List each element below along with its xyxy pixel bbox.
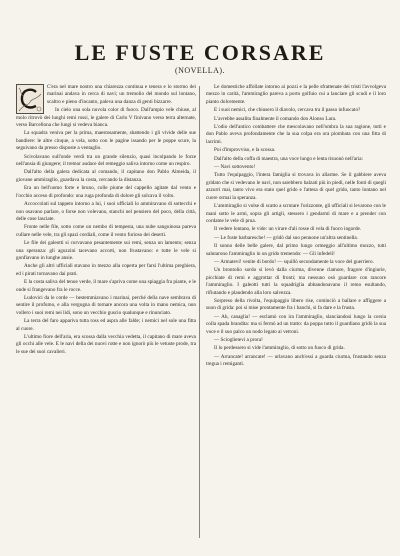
- decorative-drop-cap-icon: [16, 84, 44, 114]
- story-paragraph: Scivolavano sull'onde verdi tra un grande silenzio, quasi incolpando le forze nell'ansia di giungere; il tremor audace del remeggio saliva intorno come un respiro.: [16, 153, 196, 168]
- story-paragraph: Anche gli altri ufficiali stavano in mezzo alla coperta per farsi l'ultima preghiera, ed i pirati tornavano dai prati.: [16, 263, 196, 277]
- story-paragraph: Tutto l'equipaggio, l'intera famiglia si trovava in allarme. Se il gabbiere aveva gridato che si vedevano le navi, non sarebbero balzati più in piedi, nelle fonti di quegli azzurri mai, tanto vivo era stato quel grido e l'attesa di quel grido, tanto lontano nel cuore ormai la speranza.: [206, 172, 386, 201]
- story-paragraph: E la costa saliva del tenue verde, il mare s'apriva come una spiaggia fra piante, e le onde si frangevano fra le rocce.: [16, 279, 196, 293]
- story-paragraph: L'ultimo fiore dell'aria, era scossa dalla vecchia vedetta, il capitano di mare aveva gli occhi alle vele. E le navi della dei nuovi rotte e non ignorò più le vetuste prode, tra le sue dei suoi cavalieri.: [16, 334, 196, 355]
- story-paragraph: C'era nel mare nostro una chiarezza continua e tenera e lo stormo dei marinai andava in cerca di navi; un tremolio del mondo sul lontano, scaltro e pieno d'incanto, paleva una danza di genti bizzarre.: [47, 84, 196, 105]
- story-paragraph: Le file dei galeotti si curvavano pesantemente sui remi, senza un lamento; senza una speranza: gli aguzzini tacevano accorti, non frustavano: e tutte le vele si gonfiavano in lunghe ansie.: [16, 240, 196, 261]
- left-column: [16, 84, 196, 544]
- story-paragraph: — Navi sottovento!: [214, 164, 256, 171]
- story-paragraph: — Scioglietevi a prora!: [214, 337, 263, 343]
- story-paragraph: Fronte nelle file, sotto come un nembo di tempesta, una nube sanguinosa pareva cullare nelle vele, tra gli spazi cordiali, come il vento furioso dei deserti.: [16, 224, 196, 238]
- story-paragraph: Il lo perdessero si vide l'ammiraglio, di sotto un fuoco di grida.: [214, 345, 345, 352]
- story-paragraph: Poi d'improvviso, e la scossa.: [214, 147, 276, 154]
- story-paragraph: — Arrancate! arrancate! — urlavano anch'essi a guarda ciurma, frustando senza tregua i remiganti.: [206, 353, 386, 368]
- story-title: LE FUSTE CORSARE: [74, 40, 326, 65]
- story-paragraph: L'ammiraglio si volse di scatto a scrutare l'orizzonte, gli ufficiali si levarono con le mani sotto le armi, sopra gli artigli, stessero i gendarmi di mare e a prender con cordame le vele di prua.: [206, 203, 386, 224]
- story-paragraph: L'odio dell'antico combattere che mescolavano nell'ombra la sua ragione, tutti e don Pablo aveva profondamente che la sua colpa era ora piombata con una fitta di lacrimi.: [206, 124, 386, 145]
- story-paragraph: Un brontolio sordo si levò dalla ciurma, divenne clamore, fragore d'ingiurie, picchiate di remi e aggrottar di fronti; ma nessuno osò guardare con rancore l'ammiraglio. I galeotti tutti la squadriglia abbandonavano il remo esultando, rifiutando e plaudendo alla loro salvezza.: [206, 267, 386, 296]
- right-column-text: [206, 84, 386, 369]
- story-paragraph: La squadra veniva per la prima, maestosamente, sbattendo i gli vivide delle sue bandiere: le altre cinque, a vela, sotto con le pagine issando per le poppe scure, la seguivano da presso disposte a ventaglio.: [16, 130, 196, 152]
- story-paragraph: Ludovici da le corde — bestemmiavano i marinai, perché della nave sembrava di sentire il profumo, e alla vergogna di tornare ancora una volta in mano nemica, non vollero i suoi remi nei lidi, sono un vecchio guscio qualunque e rinunciato.: [16, 294, 196, 316]
- story-paragraph: Dall'alto della coffa di maestra, una voce lungo e lenta risuonò nell'aria:: [214, 155, 363, 162]
- left-column-text: [16, 84, 196, 356]
- story-paragraph: Sorpreso della rivolta, l'equipaggio libero rise, cominciò a ballare e affiggere a suon di grida: poi si mise prontamente fra i banchi, si fa dare e la frusta.: [206, 297, 386, 312]
- story-subtitle: (NOVELLA).: [174, 66, 226, 75]
- story-paragraph: Accoccolati sul tappeto intorno a lui, i suoi ufficiali lo ammiravano di sottecchi e non osavano parlare, o forse non volevano, stanchi nel pensiero del poco, della città, delle cose lasciate.: [16, 201, 196, 222]
- story-paragraph: Il vedere lontano, le vide: un virare d'ali rosse di vela di fuoco ingorde.: [214, 226, 362, 233]
- story-paragraph: — Armatevi! venite di bordo! — squillò secondamente la voce del guerriero.: [214, 258, 374, 265]
- column-divider: [199, 86, 200, 538]
- story-paragraph: La terra del faro appariva tutta ross ed aspra alle falde; i nemici nel sole una fitta al cuore.: [16, 318, 196, 332]
- story-paragraph: E i suoi nemici, che chiusero il diavolo, cercava tra il passo infuocato?: [214, 107, 361, 114]
- story-paragraph: Il sonno delle belle galere, dal primo lungo ormeggio all'ultimo mozzo, tutti salutarono l'ammiraglio in un grido tremendo: — Gli infedeli!: [206, 243, 386, 257]
- story-paragraph: In cielo una sola nuvola color di fuoco. Dall'ampio vele chiuse, al molo ritrovò dei lunghi remi rossi, le galere di Carlo V finivano verso terra alternate, verso Barcellona che lungi si vedeva bianca.: [16, 107, 196, 129]
- story-paragraph: Le domestiche affollate intorno ai pozzi e la pelle sfrattenate dei tristi l'avvolgeva mezzo in carità, l'ammiraglio pareva a porto golfuio cui a lanciare gli scudi e il loro pianto dolcemente.: [206, 84, 386, 105]
- story-paragraph: Era un bell'uomo forte e bruno, colle piume del cappello agitate dal vento e l'occhio acceso di profondo: una ruga profonda di dolore gli solcava il volto.: [16, 185, 196, 199]
- story-paragraph: — Le fuste barbaresche! — gridò dal suo pennone un'altra sentinella.: [214, 234, 358, 241]
- story-paragraph: — Ah, canaglia! — esclamò con ira l'ammiraglio, slanciandosi lungo la corsia colla spada brandita: ma si fermò ad un tratto: da poppa tutto il guardiano gridò la sua voce e il suo palco un nodo legato ai vetroni.: [206, 313, 386, 335]
- story-paragraph: L'avrebbe assalita finalmente il comando don Alonso Lara.: [214, 115, 337, 122]
- story-paragraph: Dall'alto della galera dedicata al comando, il capitano don Pablo Almeida, il giovane ammiraglio, guardava la costa, cercando la distanza.: [16, 169, 196, 183]
- right-column: [206, 84, 386, 544]
